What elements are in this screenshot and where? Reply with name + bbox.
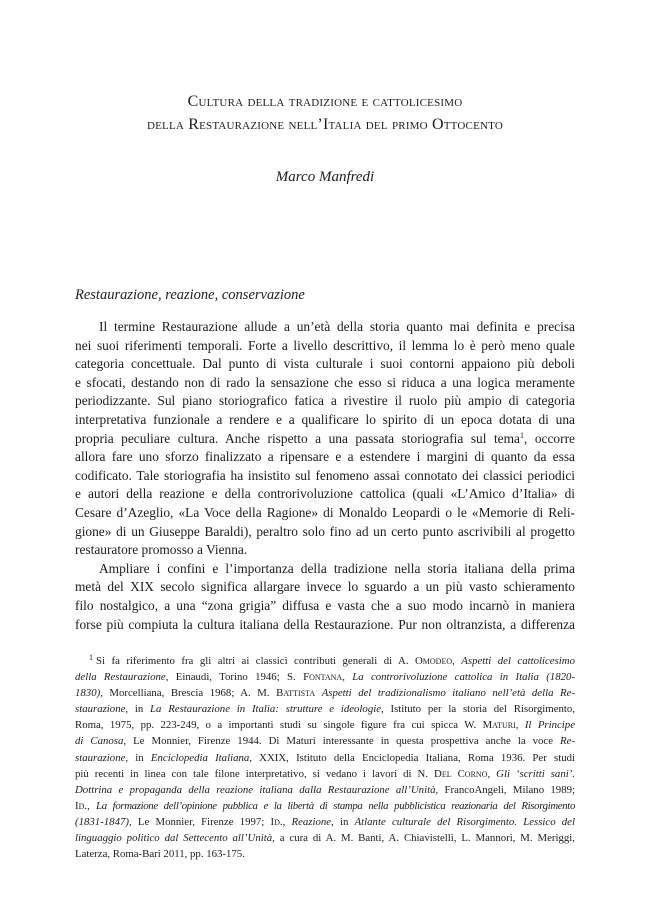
fn-text: in: [128, 751, 151, 764]
fn-author: Omodeo: [414, 655, 453, 667]
fn-text: in: [128, 703, 151, 716]
author-name: Marco Manfredi: [275, 169, 375, 185]
body-line: forse più compiuta la cultura italiana della Restaurazione. Pur non oltranzista, a differenza: [75, 616, 575, 632]
body-line-tail: , occorre: [524, 430, 575, 446]
fn-author: Fontana: [303, 671, 343, 684]
body-line: interpretativa funzionale a rendere e a qualificare lo spirito di un epoca dotata di una: [75, 411, 575, 427]
fn-text: Einaudi, Torino 1946; S.: [168, 671, 304, 684]
fn-title: La formazione dell’opinione pubblica e la libertà di stampa nella pubblicistica reazionaria del Risorgimento: [96, 799, 575, 812]
footnote-line: [75, 685, 575, 701]
fn-title: Re-: [560, 735, 575, 748]
fn-text: Morcelliana, Brescia 1968; A. M.: [102, 687, 277, 700]
fn-author: Maturi: [482, 719, 516, 732]
fn-author: Id.: [75, 799, 88, 812]
fn-text: ,: [282, 815, 292, 828]
body-line: metà del XIX secolo significa allargare invece lo sguardo a un più vasto schieramento: [75, 579, 575, 595]
fn-author: Id.: [270, 815, 283, 828]
fn-title: Atlante culturale del Risorgimento. Lessico del: [354, 815, 575, 828]
footnote-line: [75, 717, 575, 733]
fn-text: Le Monnier, Firenze 1997;: [131, 815, 271, 828]
footnote-line: [75, 814, 575, 830]
body-line: Ampliare i confini e l’importanza della tradizione nella storia italiana della prima: [99, 560, 575, 576]
body-line: nei suoi riferimenti temporali. Forte a livello descrittivo, il lemma lo è però meno quale: [75, 337, 575, 353]
fn-title: staurazione,: [75, 751, 129, 764]
fn-title: Dottrina e propaganda della reazione italiana dalla Restaurazione all’Unità,: [75, 783, 439, 796]
footnote-reference[interactable]: 1: [520, 430, 524, 440]
footnote-line: [75, 669, 575, 685]
footnote-line: [75, 653, 575, 669]
footnote-line: [75, 766, 575, 782]
section-heading: Restaurazione, reazione, conservazione: [75, 287, 305, 303]
body-line: categoria concettuale. Dal punto di vista culturale i suoi contorni appaiono più deboli: [75, 356, 575, 372]
title-line-1: Cultura della tradizione e cattolicesimo: [187, 93, 463, 110]
body-line: restauratore promosso a Vienna.: [75, 542, 248, 558]
body-line: gione» di un Giuseppe Baraldi), peraltro solo fino ad un certo punto ascrivibili al progetto: [75, 523, 575, 539]
body-line-text: propria peculiare cultura. Anche rispetto a una passata storiografia sul tema: [75, 430, 520, 446]
footnote-line: Laterza, Roma-Bari 2011, pp. 163-175.: [75, 848, 245, 861]
fn-text: FrancoAngeli, Milano 1989;: [438, 783, 576, 796]
footnote-number: 1: [89, 653, 93, 662]
body-text: [75, 318, 575, 634]
fn-text: a cura di A. M. Banti, A. Chiavistelli, L. Mannori, M. Meriggi,: [274, 832, 575, 845]
fn-title: della Restaurazione,: [75, 671, 169, 684]
fn-title: Reazione: [291, 815, 332, 828]
fn-author: Del Corno: [434, 767, 488, 780]
body-line: allora fare uno sforzo finalizzato a ripensare e a estendere i margini di quanto da essa: [75, 449, 575, 465]
body-line: Il termine Restaurazione allude a un’età della storia quanto mai definita e precisa: [99, 319, 575, 334]
fn-text: ,: [515, 719, 525, 732]
body-line: e sfocati, destando non di rado la sensazione che esso si riduca a una logica meramente: [75, 374, 575, 390]
fn-text: , in: [331, 815, 355, 828]
fn-title: di Canosa,: [75, 735, 127, 748]
fn-title: La controrivoluzione cattolica in Italia (1820-: [352, 671, 575, 684]
fn-text: ,: [342, 671, 353, 684]
fn-title: Gli ‘scritti sani’.: [496, 767, 576, 780]
fn-title: 1830),: [75, 687, 103, 700]
fn-text: Istituto per la storia del Risorgimento,: [383, 703, 575, 716]
fn-text: Si fa riferimento fra gli altri ai classici contributi generali di A.: [96, 655, 415, 667]
fn-author: Battista: [276, 687, 316, 700]
fn-text: ,: [87, 799, 97, 812]
fn-text: ,: [487, 767, 497, 780]
footnote-line: [75, 733, 575, 749]
fn-text: Le Monnier, Firenze 1944. Di Maturi interessante in questa prospettiva anche la voce: [126, 735, 561, 748]
article-title: [60, 90, 590, 136]
footnote-line: [75, 701, 575, 717]
fn-text: Roma, 1975, pp. 223-249, o a importanti studi su singole figure fra cui spicca W.: [75, 719, 483, 732]
fn-title: Enciclopedia Italiana: [150, 751, 250, 764]
body-line: Cesare d’Azeglio, «La Voce della Ragione» di Monaldo Leopardi o le «Memorie di Reli-: [75, 504, 575, 520]
body-line-with-footnote: [75, 430, 575, 449]
fn-title: Aspetti del cattolicesimo: [461, 655, 575, 667]
body-line: filo nostalgico, a una “zona grigia” diffusa e vasta che a suo modo incarnò in maniera: [75, 597, 575, 613]
fn-title: Aspetti del tradizionalismo italiano nell’età della Re-: [321, 687, 575, 700]
footnote-line: [75, 830, 575, 846]
footnote-line: [75, 798, 575, 814]
body-line: codificato. Tale storiografia ha insistito sul fenomeno assai connotato dei classici periodici: [75, 467, 575, 483]
fn-title: linguaggio politico dal Settecento all’Unità,: [75, 832, 275, 845]
fn-title: (1831-1847),: [75, 815, 132, 828]
fn-title: La Restaurazione in Italia: strutture e ideologie,: [150, 703, 384, 716]
fn-title: Il Principe: [524, 719, 576, 732]
fn-title: staurazione,: [75, 703, 129, 716]
title-line-2: della Restaurazione nell’Italia del primo Ottocento: [146, 116, 504, 133]
body-line: periodizzante. Sul piano storiografico fatica a rivestire il ruolo più ampio di categoria: [75, 393, 575, 409]
fn-text: più recenti in linea con tale filone interpretativo, si vedano i lavori di N.: [75, 767, 435, 780]
fn-text: , XXIX, Istituto della Enciclopedia Italiana, Roma 1936. Per studi: [249, 751, 575, 764]
footnote: [75, 653, 575, 862]
footnote-line: [75, 782, 575, 798]
footnote-line: [75, 750, 575, 766]
fn-text: ,: [452, 655, 462, 667]
body-line: e autori della reazione e della controrivoluzione cattolica (quali «L’Amico d’Italia» di: [75, 486, 575, 502]
